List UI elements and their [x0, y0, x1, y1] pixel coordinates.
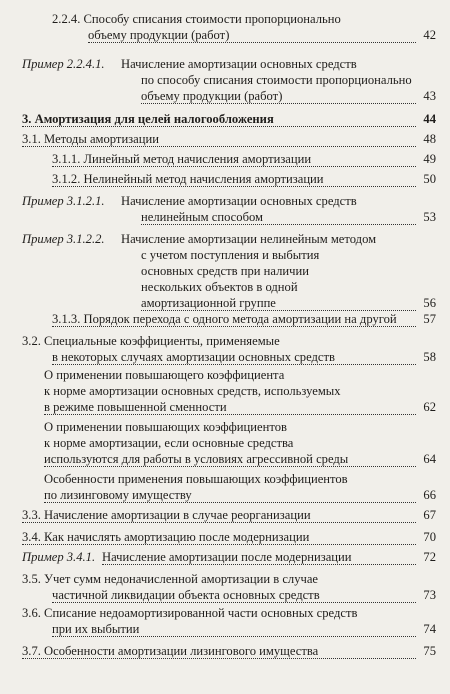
toc-entry-text: по способу списания стоимости пропорционально — [141, 73, 412, 87]
toc-entry-text: 3.1.2. Нелинейный метод начисления амортизации — [52, 172, 416, 187]
page-number: 74 — [423, 622, 436, 636]
toc-entry-text: Особенности применения повышающих коэффициентов — [44, 472, 348, 486]
toc-entry-text: 3.5. Учет сумм недоначисленной амортизации в случае — [22, 572, 319, 586]
toc-entry-text: амортизационной группе — [141, 296, 416, 311]
page-number: 44 — [423, 112, 436, 126]
toc-entry-text: при их выбытии — [52, 622, 416, 637]
page-number: 43 — [423, 89, 436, 103]
toc-entry-text: к норме амортизации основных средств, используемых — [44, 384, 341, 398]
page-number: 66 — [423, 488, 436, 502]
example-label: Пример 3.4.1. — [22, 550, 96, 564]
toc-entry-text: 3.1.1. Линейный метод начисления амортизации — [52, 152, 416, 167]
page-number: 58 — [423, 350, 436, 364]
toc-entry-text: по лизинговому имуществу — [44, 488, 416, 503]
toc-entry-text: в режиме повышенной сменности — [44, 400, 416, 415]
toc-entry-text: с учетом поступления и выбытия — [141, 248, 320, 262]
page-number: 67 — [423, 508, 436, 522]
toc-entry-text: 3.3. Начисление амортизации в случае реорганизации — [22, 508, 416, 523]
toc-entry-text: нелинейным способом — [141, 210, 416, 225]
page-number: 72 — [423, 550, 436, 564]
toc-entry-text: объему продукции (работ) — [141, 89, 416, 104]
toc-entry-text: 3.4. Как начислять амортизацию после модернизации — [22, 530, 416, 545]
example-label: Пример 3.1.2.2. — [22, 232, 105, 246]
page-number: 75 — [423, 644, 436, 658]
toc-entry-text: Начисление амортизации после модернизации — [102, 550, 416, 565]
toc-entry-text: 2.2.4. Способу списания стоимости пропорционально — [52, 12, 341, 26]
toc-entry-text: основных средств при наличии — [141, 264, 309, 278]
page-number: 42 — [423, 28, 436, 42]
toc-entry-text: Начисление амортизации нелинейным методом — [121, 232, 377, 246]
toc-entry-text: Начисление амортизации основных средств — [121, 194, 357, 208]
toc-entry-text: объему продукции (работ) — [88, 28, 416, 43]
toc-entry-text: О применении повышающих коэффициентов — [44, 420, 287, 434]
toc-entry-text: Начисление амортизации основных средств — [121, 57, 357, 71]
example-label: Пример 2.2.4.1. — [22, 57, 105, 71]
toc-entry-text: 3.1. Методы амортизации — [22, 132, 416, 147]
toc-entry-text: О применении повышающего коэффициента — [44, 368, 285, 382]
toc-entry-text: 3.7. Особенности амортизации лизингового имущества — [22, 644, 416, 659]
toc-entry-text: 3.6. Списание недоамортизированной части основных средств — [22, 606, 358, 620]
toc-entry-text: 3.1.3. Порядок перехода с одного метода амортизации на другой — [52, 312, 416, 327]
page-number: 56 — [423, 296, 436, 310]
page-number: 50 — [423, 172, 436, 186]
page-number: 49 — [423, 152, 436, 166]
toc-entry-text: 3. Амортизация для целей налогообложения — [22, 112, 416, 127]
toc-entry-text: в некоторых случаях амортизации основных средств — [52, 350, 416, 365]
page-number: 62 — [423, 400, 436, 414]
page-number: 57 — [423, 312, 436, 326]
toc-entry-text: частичной ликвидации объекта основных средств — [52, 588, 416, 603]
page-number: 73 — [423, 588, 436, 602]
toc-entry-text: нескольких объектов в одной — [141, 280, 298, 294]
page-number: 53 — [423, 210, 436, 224]
toc-entry-text: к норме амортизации, если основные средства — [44, 436, 294, 450]
toc-entry-text: 3.2. Специальные коэффициенты, применяемые — [22, 334, 280, 348]
toc-entry-text: используются для работы в условиях агрессивной среды — [44, 452, 416, 467]
example-label: Пример 3.1.2.1. — [22, 194, 105, 208]
page-number: 64 — [423, 452, 436, 466]
page-number: 70 — [423, 530, 436, 544]
page-number: 48 — [423, 132, 436, 146]
